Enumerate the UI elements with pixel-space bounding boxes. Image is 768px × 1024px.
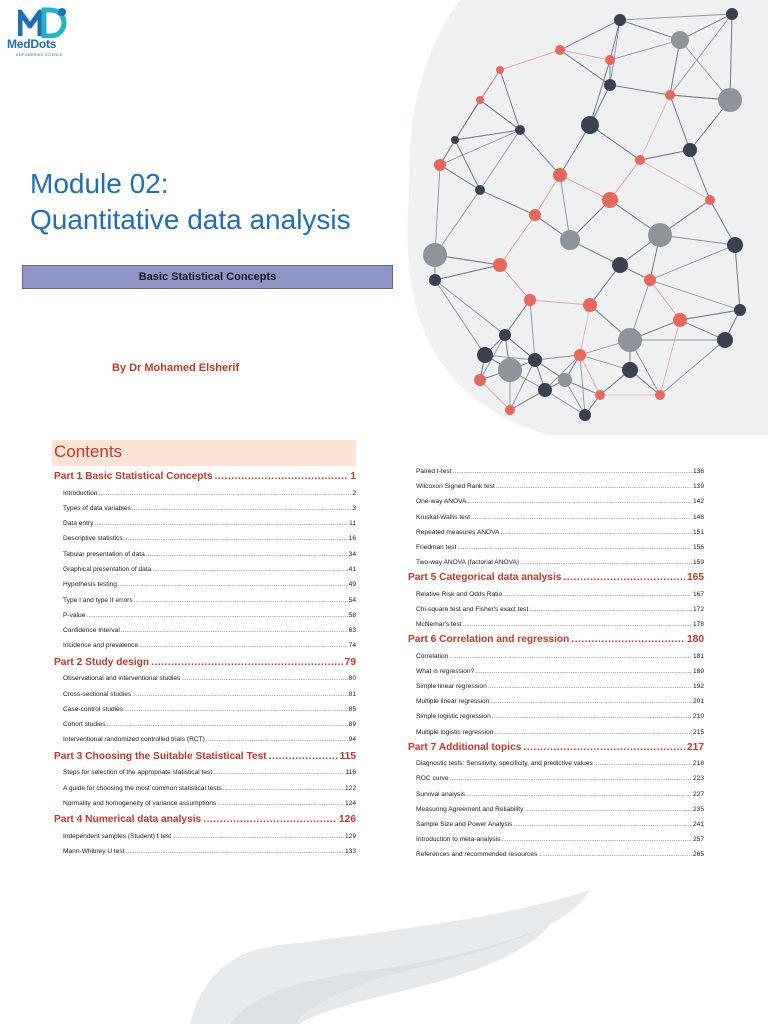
toc-leader-dots [457,540,692,555]
toc-leader-dots [450,771,692,786]
toc-leader-dots [132,687,347,702]
network-node [529,209,541,221]
toc-leader-dots [501,832,692,847]
toc-page-number: 172 [692,605,704,613]
toc-title: Repeated measures ANOVA [416,528,500,536]
toc-title: McNemar's test [416,621,462,629]
toc-part-heading[interactable] [54,748,356,766]
toc-entry[interactable] [408,587,704,602]
toc-title: Diagnostic tests: Sensitivity, specificity, and predictive values [416,760,593,768]
contents-header [52,440,356,466]
toc-title: ROC curve [416,775,449,783]
network-node [655,390,665,400]
toc-page-number: 79 [344,656,356,668]
toc-leader-dots [449,649,692,664]
toc-leader-dots [215,468,349,486]
toc-page-number: 178 [692,621,704,629]
toc-leader-dots [492,709,692,724]
toc-title: Types of data variables [63,504,131,512]
toc-leader-dots [467,494,692,509]
network-node [614,14,626,26]
toc-title: Tabular presentation of data [63,550,145,558]
network-node [493,258,507,272]
toc-title: Steps for selection of the appropriate statistical test [63,769,213,777]
toc-entry[interactable] [54,638,356,653]
network-node [604,79,616,91]
brush-stroke-decoration [170,890,600,1024]
toc-page-number: 189 [692,667,704,675]
network-node [705,195,715,205]
toc-page-number: 223 [692,775,704,783]
toc-leader-dots [86,608,347,623]
toc-leader-dots [500,525,692,540]
toc-leader-dots [146,547,348,562]
toc-title: Wilcoxon Signed Rank test [416,483,495,491]
toc-leader-dots [124,531,348,546]
toc-title: What is regression? [416,667,475,675]
network-node [718,88,742,112]
toc-page-number: 89 [348,721,356,729]
toc-entry[interactable] [408,555,704,570]
toc-title: Graphical presentation of data [63,565,152,573]
toc-page-number: 151 [692,528,704,536]
toc-entry[interactable] [54,562,356,577]
toc-page-number: 235 [692,805,704,813]
network-node [498,358,522,382]
toc-entry[interactable] [408,694,704,709]
network-node [558,373,572,387]
toc-leader-dots [134,593,348,608]
toc-entry[interactable] [54,577,356,592]
toc-title: Correlation [416,652,449,660]
network-node [644,274,656,286]
toc-page-number: 133 [344,847,356,855]
toc-page-number: 142 [692,498,704,506]
toc-title: Type I and type II errors [63,596,133,604]
toc-title: Cohort studies [63,721,106,729]
toc-page-number: 136 [692,468,704,475]
toc-title: Survival analysis [416,790,466,798]
toc-page-number: 54 [348,596,356,604]
module-title [30,166,351,238]
toc-title: Interventional randomized controlled trials (RCT) [63,736,205,744]
toc-leader-dots [524,802,692,817]
toc-leader-dots [471,510,692,525]
network-node [648,223,672,247]
subject-banner: Basic Statistical Concepts [22,265,393,289]
network-node [553,168,567,182]
toc-title: Part 3 Choosing the Suitable Statistical Test [54,750,267,762]
toc-page-number: 181 [692,652,704,660]
toc-leader-dots [94,516,348,531]
toc-page-number: 148 [692,513,704,521]
toc-entry[interactable] [408,709,704,724]
toc-part-heading[interactable] [408,570,704,586]
toc-page-number: 58 [348,611,356,619]
toc-entry[interactable] [54,486,356,501]
toc-leader-dots [523,740,685,756]
module-title-line2: Quantitative data analysis [30,204,351,235]
network-node [734,304,746,316]
toc-entry[interactable] [54,501,356,516]
toc-entry[interactable] [408,525,704,540]
toc-leader-dots [206,732,348,747]
toc-leader-dots [98,486,351,501]
toc-title: Kruskal-Wallis test [416,513,470,521]
toc-entry[interactable] [408,494,704,509]
toc-entry[interactable] [54,732,356,747]
toc-leader-dots [152,562,347,577]
toc-entry[interactable] [54,687,356,702]
network-node [622,362,638,378]
toc-entry[interactable] [408,464,704,479]
network-node [717,332,733,348]
toc-title: P-value [63,611,86,619]
toc-entry[interactable] [54,547,356,562]
toc-entry[interactable] [408,540,704,555]
toc-page-number: 215 [692,728,704,736]
toc-entry[interactable] [408,802,704,817]
toc-leader-dots [503,587,692,602]
toc-entry[interactable] [54,516,356,531]
toc-page-number: 241 [692,820,704,828]
toc-page-number: 210 [692,713,704,721]
toc-leader-dots [594,756,692,771]
toc-title: Confidence Interval [63,627,120,635]
toc-page-number: 115 [339,750,356,762]
toc-page-number: 81 [348,690,356,698]
toc-page-number: 124 [344,799,356,807]
toc-leader-dots [203,811,337,829]
toc-title: Data entry [63,520,94,528]
toc-leader-dots [217,796,344,811]
network-node [429,274,441,286]
toc-entry[interactable] [408,832,704,847]
network-node [496,66,504,74]
network-node [528,353,542,367]
toc-title: Independent samples (Student) t test [63,832,172,840]
toc-entry[interactable] [408,617,704,632]
toc-page-number: 41 [348,565,356,573]
toc-title: Two-way ANOVA (factorial ANOVA) [416,559,520,567]
toc-entry[interactable] [408,679,704,694]
toc-title: Relative Risk and Odds Ratio [416,590,503,598]
logo-mark-icon [18,6,68,38]
toc-title: Friedman test [416,543,457,551]
toc-title: A guide for choosing the most common statistical tests [63,784,222,792]
toc-leader-dots [124,702,348,717]
network-node [555,45,565,55]
toc-title: Part 2 Study design [54,656,150,668]
toc-page-number: 122 [344,784,356,792]
toc-title: Introduction to meta-analysis [416,836,501,844]
toc-title: Multiple logistic regression [416,728,494,736]
network-node [475,185,485,195]
toc-page-number: 49 [348,581,356,589]
network-node [618,328,642,352]
toc-page-number: 139 [692,483,704,491]
toc-entry[interactable] [408,725,704,740]
toc-page-number: 85 [348,705,356,713]
toc-page-number: 201 [692,698,704,706]
network-node [515,125,525,135]
toc-page-number: 129 [344,832,356,840]
toc-entry[interactable] [54,608,356,623]
toc-entry[interactable] [54,623,356,638]
toc-leader-dots [151,654,343,672]
toc-page-number: 11 [349,520,356,528]
toc-page-number: 16 [348,535,356,543]
toc-entry[interactable] [408,847,704,862]
brand-name: MedDots [7,37,57,51]
network-node [499,329,511,341]
toc-title: Incidence and prevalence [63,642,139,650]
network-node [538,383,552,397]
toc-entry[interactable] [408,817,704,832]
toc-page-number: 167 [692,590,704,598]
network-node [434,159,446,171]
toc-page-number: 159 [692,559,704,567]
toc-entry[interactable] [408,479,704,494]
toc-page-number: 116 [345,769,356,777]
network-node [671,31,689,49]
network-node [665,90,675,100]
toc-leader-dots [513,817,692,832]
module-title-line1: Module 02: [30,168,169,199]
network-illustration [380,0,768,435]
network-node [602,192,618,208]
toc-leader-dots [475,664,692,679]
network-node [560,230,580,250]
network-node [579,409,591,421]
toc-part-heading[interactable] [54,468,356,486]
toc-column-left [54,468,356,859]
toc-leader-dots [494,725,692,740]
toc-title: Normality and homogeneity of variance assumptions [63,799,217,807]
network-node [635,155,645,165]
toc-leader-dots [571,632,685,648]
toc-page-number: 192 [692,683,704,691]
network-node [574,349,586,361]
toc-entry[interactable] [54,781,356,796]
toc-title: Hypothesis testing [63,581,117,589]
toc-entry[interactable] [54,829,356,844]
toc-page-number: 63 [348,627,356,635]
network-node [595,390,605,400]
toc-page-number: 180 [687,634,704,646]
toc-title: Measuring Agreement and Reliability [416,805,524,813]
toc-part-heading[interactable] [54,654,356,672]
contents-heading: Contents [54,442,123,461]
toc-page-number: 227 [692,790,704,798]
toc-title: Part 5 Categorical data analysis [408,572,562,584]
toc-title: Sample Size and Power Analysis [416,820,513,828]
toc-leader-dots [269,748,338,766]
toc-page-number: 34 [348,550,356,558]
toc-leader-dots [520,555,692,570]
toc-title: Part 6 Correlation and regression [408,634,570,646]
toc-page-number: 126 [339,814,356,826]
author-line: By Dr Mohamed Elsherif [112,362,240,374]
toc-entry[interactable] [408,756,704,771]
toc-entry[interactable] [408,649,704,664]
toc-page-number: 156 [692,543,704,551]
toc-title: Multiple linear regression [416,698,490,706]
toc-page-number: 217 [687,741,704,753]
network-node [505,405,515,415]
toc-entry[interactable] [54,593,356,608]
toc-leader-dots [466,787,692,802]
toc-leader-dots [172,829,344,844]
toc-leader-dots [538,847,692,862]
toc-title: Part 1 Basic Statistical Concepts [54,471,213,482]
toc-leader-dots [132,501,352,516]
network-node [605,55,615,65]
network-node [474,374,486,386]
network-node [683,143,697,157]
toc-leader-dots [453,464,692,479]
toc-leader-dots [139,638,348,653]
toc-title: References and recommended resources [416,851,538,859]
toc-entry[interactable] [408,602,704,617]
toc-title: One-way ANOVA [416,498,467,506]
toc-title: Simple logistic regression [416,713,491,721]
toc-leader-dots [118,577,348,592]
toc-title: Mann-Whitney U test [63,847,125,855]
toc-leader-dots [121,623,348,638]
network-node [612,257,628,273]
toc-page-number: 218 [692,760,704,768]
toc-leader-dots [563,570,685,586]
toc-entry[interactable] [54,671,356,686]
toc-page-number: 74 [348,642,356,650]
network-node [476,96,484,104]
toc-entry[interactable] [54,844,356,859]
toc-leader-dots [107,717,348,732]
toc-part-heading[interactable] [408,632,704,648]
toc-leader-dots [223,781,344,796]
network-node [583,298,597,312]
toc-leader-dots [181,671,347,686]
toc-title: Part 7 Additional topics [408,741,522,753]
toc-page-number: 1 [350,471,356,482]
toc-title: Case-control studies [63,705,124,713]
network-node [726,8,738,20]
toc-entry[interactable] [408,771,704,786]
toc-title: Cross-sectional studies [63,690,132,698]
toc-title: Part 4 Numerical data analysis [54,814,202,826]
toc-page-number: 94 [348,736,356,744]
toc-part-heading[interactable] [54,811,356,829]
toc-leader-dots [463,617,692,632]
network-node [423,243,447,267]
toc-title: Simple linear regression [416,683,487,691]
network-node [524,294,536,306]
toc-entry[interactable] [408,664,704,679]
toc-part-heading[interactable] [408,740,704,756]
toc-entry[interactable] [408,787,704,802]
toc-leader-dots [496,479,692,494]
toc-title: Descriptive statistics [63,535,123,543]
meddots-logo [6,6,86,58]
toc-entry[interactable] [54,796,356,811]
network-node [727,237,743,253]
toc-entry[interactable] [54,717,356,732]
toc-column-right [408,464,704,862]
toc-page-number: 265 [692,851,704,859]
toc-page-number: 80 [348,675,356,683]
toc-entry[interactable] [54,765,356,780]
network-node [477,347,493,363]
toc-title: Introduction [63,489,98,497]
toc-title: Paired t-test [416,468,452,475]
toc-page-number: 165 [687,572,704,584]
toc-entry[interactable] [408,510,704,525]
network-node [673,313,687,327]
toc-leader-dots [529,602,692,617]
network-node [581,116,599,134]
toc-title: Observational and interventional studies [63,675,181,683]
toc-leader-dots [490,694,692,709]
toc-entry[interactable] [54,531,356,546]
toc-page-number: 2 [352,489,356,497]
toc-page-number: 3 [352,504,356,512]
toc-leader-dots [126,844,344,859]
toc-entry[interactable] [54,702,356,717]
toc-page-number: 257 [692,836,704,844]
brand-tagline: EMPOWERING SCIENCE [16,53,63,57]
toc-leader-dots [488,679,692,694]
toc-title: Chi-square test and Fisher's exact test [416,605,529,613]
network-node [451,136,459,144]
toc-leader-dots [213,765,344,780]
